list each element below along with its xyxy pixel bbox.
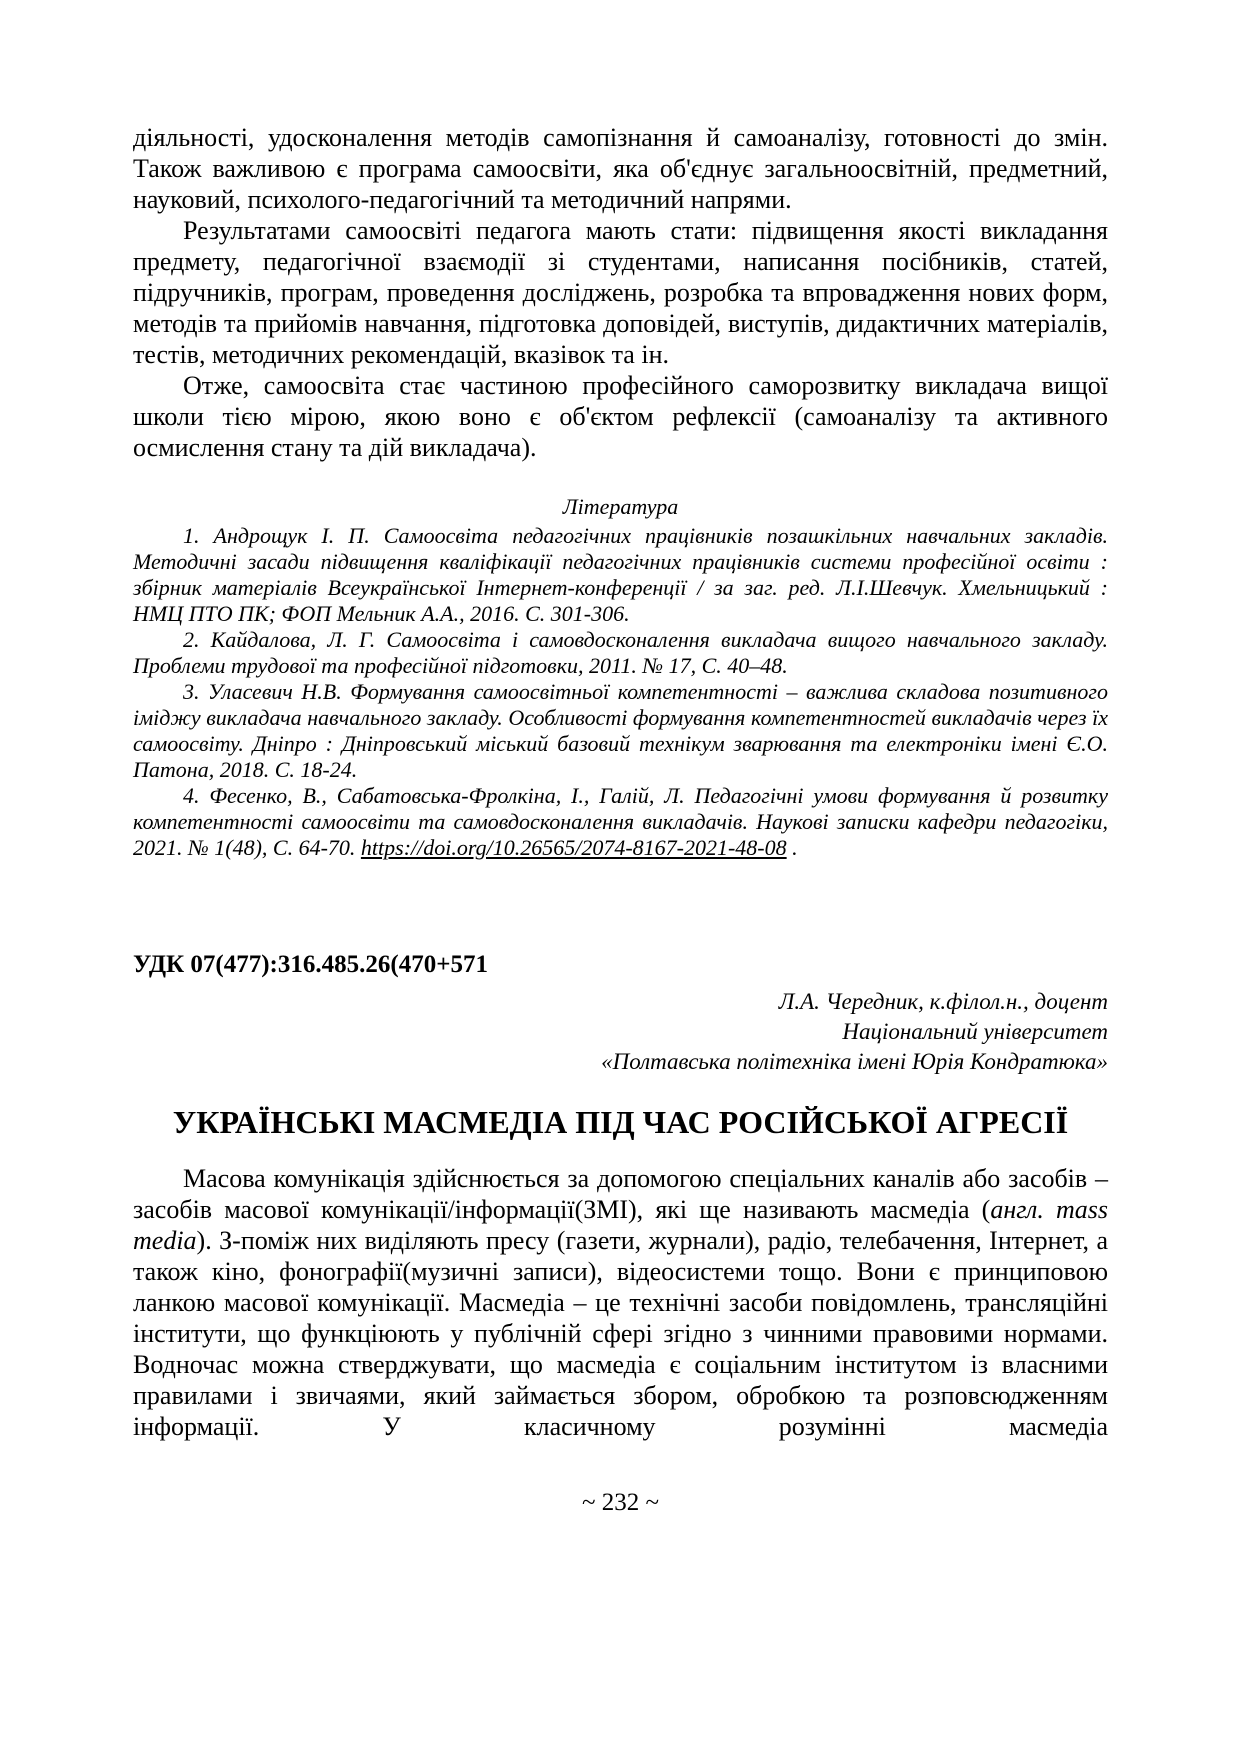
reference-suffix: . xyxy=(786,835,798,860)
reference-item: 2. Кайдалова, Л. Г. Самоосвіта і самовдосконалення викладача вищого навчального закладу. Проблеми трудової та професійної підготовки, 2011. № 17, С. 40–48. xyxy=(133,627,1108,678)
author-line: «Полтавська політехніка імені Юрія Кондратюка» xyxy=(601,1049,1108,1074)
author-line: Національний університет xyxy=(842,1019,1108,1044)
doi-link[interactable]: https://doi.org/10.26565/2074-8167-2021-48-08 xyxy=(360,835,787,860)
intro-italic-term: англ. mass media xyxy=(133,1195,1108,1255)
intro-text: Масова комунікація здійснюється за допомогою спеціальних каналів або засобів – засобів масової комунікації/інформації(ЗМІ), які ще називають масмедіа ( xyxy=(133,1164,1108,1224)
paragraph: Результатами самоосвіті педагога мають стати: підвищення якості викладання предмету, педагогічної взаємодії зі студентами, написання посібників, статей, підручників, програм, проведення досліджень, розробка та впровадження нових форм, методів та прийомів навчання, підготовка доповідей, виступів, дидактичних матеріалів, тестів, методичних рекомендацій, вказівок та ін. xyxy=(133,216,1108,369)
page-content xyxy=(133,122,1108,1518)
reference-item: 3. Уласевич Н.В. Формування самоосвітньої компетентності – важлива складова позитивного іміджу викладача навчального закладу. Особливості формування компетентностей викладачів через їх самоосвіту. Дніпро : Дніпровський міський базовий технікум зварювання та електроніки імені Є.О. Патона, 2018. С. 18-24. xyxy=(133,679,1108,782)
authors-block xyxy=(133,987,1108,1077)
article-title: УКРАЇНСЬКІ МАСМЕДІА ПІД ЧАС РОСІЙСЬКОЇ АГРЕСІЇ xyxy=(172,1104,1069,1140)
paragraph xyxy=(133,1163,1108,1442)
intro-text: ). З-поміж них виділяють пресу (газети, журнали), радіо, телебачення, Інтернет, а також кіно, фонографії(музичні записи), відеосистеми тощо. Вони є принциповою ланкою масової комунікації. Масмедіа – це технічні засоби повідомлень, трансляційні інститути, що функціюють у публічній сфері згідно з чинними правовими нормами. Водночас можна стверджувати, що масмедіа є соціальним інститутом із власними правилами і звичаями, який займається збором, обробкою та розповсюдженням інформації. У класичному розумінні масмедіа xyxy=(133,1226,1108,1441)
reference-item xyxy=(133,783,1108,861)
reference-text: 4. Фесенко, В., Сабатовська-Фролкіна, І., Галій, Л. Педагогічні умови формування й розвитку компетентності самоосвіти та самовдосконалення викладачів. Наукові записки кафедри педагогіки, 2021. № 1(48), С. 64-70. xyxy=(133,783,1108,860)
reference-item: 1. Андрощук І. П. Самоосвіта педагогічних працівників позашкільних навчальних закладів. Методичні засади підвищення кваліфікації педагогічних працівників системи професійної освіти : збірник матеріалів Всеукраїнської Інтернет-конференції / за заг. ред. Л.І.Шевчук. Хмельницький : НМЦ ПТО ПК; ФОП Мельник А.А., 2016. С. 301-306. xyxy=(133,523,1108,626)
literature-heading: Література xyxy=(562,494,679,519)
author-line: Л.А. Чередник, к.філол.н., доцент xyxy=(778,989,1108,1014)
udc-code: УДК 07(477):316.485.26(470+571 xyxy=(133,951,488,978)
paragraph: Отже, самоосвіта стає частиною професійного саморозвитку викладача вищої школи тією мірою, якою воно є об'єктом рефлексії (самоаналізу та активного осмислення стану та дій викладача). xyxy=(133,371,1108,462)
paragraph: діяльності, удосконалення методів самопізнання й самоаналізу, готовності до змін. Також важливою є програма самоосвіти, яка об'єднує загальноосвітній, предметний, науковий, психолого-педагогічний та методичний напрями. xyxy=(133,123,1108,214)
page-number: ~ 232 ~ xyxy=(581,1489,660,1516)
